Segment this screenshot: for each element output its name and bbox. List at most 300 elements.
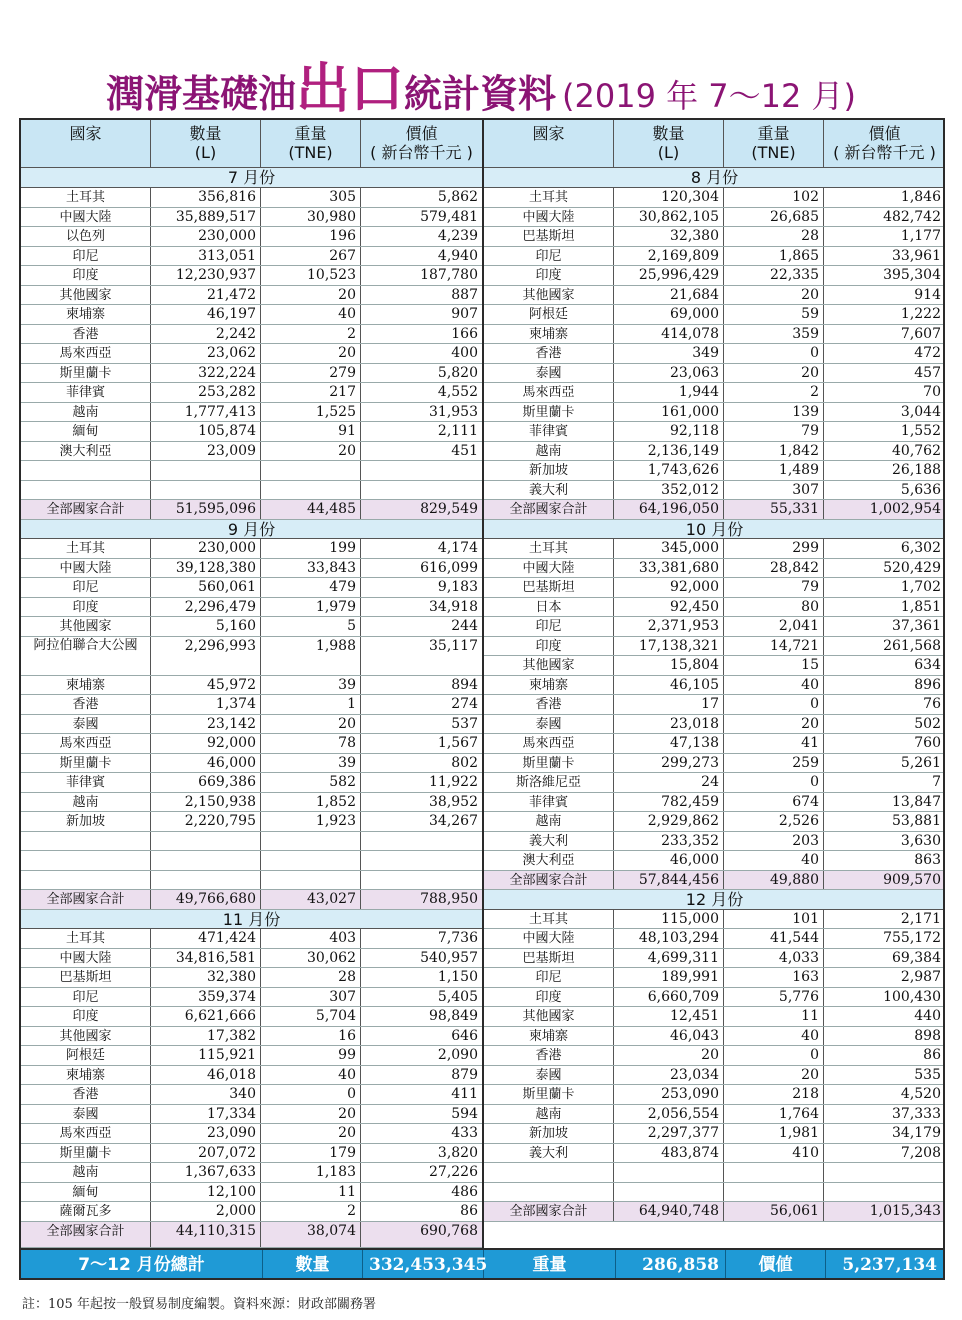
cell-wt: 40 [261, 1066, 361, 1085]
cell-val: 760 [914, 735, 941, 751]
cell-country: 土耳其 [21, 929, 151, 948]
cell-wt: 20 [261, 344, 361, 363]
column-header-row [21, 120, 482, 168]
table-row [484, 481, 945, 501]
cell-wt: 139 [724, 403, 824, 422]
cell-country: 義大利 [484, 481, 614, 500]
cell-country: 柬埔寨 [21, 676, 151, 695]
cell-country: 印尼 [484, 968, 614, 987]
cell-country: 印尼 [484, 617, 614, 636]
cell-wt: 259 [724, 754, 824, 773]
cell-qty: 92,450 [614, 598, 724, 617]
cell-val: 907 [451, 306, 478, 322]
table-row [484, 188, 945, 208]
cell-qty: 20 [614, 1046, 724, 1065]
cell-qty: 23,063 [614, 364, 724, 383]
month-total-row [21, 890, 482, 910]
table-row [484, 403, 945, 423]
cell-country: 巴基斯坦 [484, 949, 614, 968]
cell-wt: 199 [261, 539, 361, 558]
cell-qty: 33,381,680 [614, 559, 724, 578]
cell-wt: 203 [724, 832, 824, 851]
table-row [21, 1105, 482, 1125]
cell-qty: 17 [614, 695, 724, 714]
total-country: 全部國家合計 [21, 890, 151, 909]
cell-country: 印度 [484, 988, 614, 1007]
cell-wt: 78 [261, 734, 361, 753]
cell-country [21, 461, 151, 480]
cell-country: 其他國家 [484, 1007, 614, 1026]
total-wt: 43,027 [261, 890, 361, 909]
cell-wt: 5,776 [724, 988, 824, 1007]
total-qty: 49,766,680 [151, 890, 261, 909]
cell-val: 5,636 [900, 481, 941, 498]
cell-val: 31,953 [429, 403, 478, 420]
cell-country: 阿根廷 [21, 1046, 151, 1065]
cell-wt: 279 [261, 364, 361, 383]
cell-wt: 91 [261, 422, 361, 441]
table-row [484, 1007, 945, 1027]
cell-country: 柬埔寨 [484, 325, 614, 344]
header-country-label: 國家 [532, 124, 565, 143]
header-quantity-unit: (L) [194, 143, 217, 162]
cell-val: 261,568 [883, 637, 941, 654]
cell-val: 33,961 [892, 247, 941, 264]
table-row [21, 559, 482, 579]
cell-country: 越南 [484, 442, 614, 461]
cell-val: 35,117 [429, 637, 478, 654]
cell-qty: 12,100 [151, 1183, 261, 1202]
month-total-row [484, 871, 945, 891]
cell-val: 646 [451, 1027, 478, 1044]
cell-qty: 46,043 [614, 1027, 724, 1046]
cell-val: 4,520 [900, 1086, 941, 1102]
cell-wt: 11 [261, 1183, 361, 1202]
cell-qty [151, 832, 261, 851]
cell-val: 755,172 [883, 930, 941, 946]
cell-val: 1,702 [900, 579, 941, 595]
cell-val: 1,150 [437, 969, 478, 985]
table-row [21, 851, 482, 871]
table-row [21, 793, 482, 813]
cell-wt: 1,852 [261, 793, 361, 812]
cell-qty: 1,374 [151, 695, 261, 714]
stats-table [19, 118, 945, 1280]
cell-val: 634 [914, 657, 941, 673]
cell-qty: 359,374 [151, 988, 261, 1007]
cell-wt: 33,843 [261, 559, 361, 578]
cell-wt: 99 [261, 1046, 361, 1065]
total-country: 全部國家合計 [21, 1222, 151, 1248]
cell-val: 27,226 [429, 1164, 478, 1180]
cell-val: 896 [914, 676, 941, 693]
cell-country: 斯里蘭卡 [484, 754, 614, 773]
cell-val: 579,481 [420, 208, 478, 225]
table-row [484, 286, 945, 306]
cell-country: 巴基斯坦 [484, 227, 614, 246]
cell-val: 37,361 [892, 618, 941, 634]
cell-val: 7 [932, 774, 941, 790]
cell-val: 2,090 [437, 1047, 478, 1063]
cell-val: 802 [451, 754, 478, 771]
header-value [824, 120, 945, 167]
header-weight-unit: (TNE) [288, 143, 333, 162]
cell-qty: 34,816,581 [151, 949, 261, 968]
header-value-label: 價値 [405, 124, 438, 143]
cell-val: 6,302 [900, 540, 941, 556]
cell-qty: 483,874 [614, 1144, 724, 1163]
table-row [21, 617, 482, 637]
cell-val: 34,267 [429, 813, 478, 829]
cell-country: 斯里蘭卡 [21, 364, 151, 383]
cell-qty: 356,816 [151, 188, 261, 207]
total-val: 1,002,954 [869, 501, 941, 517]
cell-val: 5,820 [437, 364, 478, 381]
cell-country: 斯洛維尼亞 [484, 773, 614, 792]
cell-qty: 2,371,953 [614, 617, 724, 636]
cell-wt: 5,704 [261, 1007, 361, 1026]
cell-qty: 46,000 [614, 851, 724, 870]
cell-country: 印度 [21, 598, 151, 617]
cell-qty: 230,000 [151, 539, 261, 558]
cell-qty: 23,018 [614, 715, 724, 734]
month-heading: 10 月份 [484, 520, 945, 540]
month-heading: 9 月份 [21, 520, 482, 540]
cell-qty: 17,382 [151, 1027, 261, 1046]
table-row [21, 832, 482, 852]
cell-country [21, 832, 151, 851]
month-total-row [484, 1202, 945, 1222]
table-row [484, 442, 945, 462]
cell-country: 柬埔寨 [21, 305, 151, 324]
cell-country: 緬甸 [21, 1183, 151, 1202]
cell-country: 香港 [484, 1046, 614, 1065]
cell-val: 5,862 [437, 189, 478, 205]
table-row [21, 188, 482, 208]
cell-qty: 46,000 [151, 754, 261, 773]
table-row [21, 968, 482, 988]
cell-country: 馬來西亞 [484, 734, 614, 753]
cell-wt: 40 [724, 676, 824, 695]
cell-val: 4,239 [437, 228, 478, 244]
cell-wt: 26,685 [724, 208, 824, 227]
cell-val: 100,430 [883, 988, 941, 1005]
cell-qty: 23,034 [614, 1066, 724, 1085]
cell-val: 486 [451, 1183, 478, 1200]
cell-wt [261, 832, 361, 851]
header-value-unit: ( 新台幣千元 ) [833, 143, 936, 162]
cell-qty: 349 [614, 344, 724, 363]
table-row [21, 812, 482, 832]
cell-wt: 20 [261, 442, 361, 461]
cell-val: 7,607 [900, 325, 941, 342]
cell-val: 3,820 [437, 1144, 478, 1161]
table-row [484, 1066, 945, 1086]
cell-qty: 2,000 [151, 1202, 261, 1221]
header-weight-label: 重量 [294, 124, 327, 143]
cell-val: 1,851 [900, 598, 941, 615]
cell-country [21, 871, 151, 890]
table-row [484, 1105, 945, 1125]
title-part3: 統計資料 [403, 72, 556, 116]
cell-val: 76 [923, 696, 941, 712]
cell-qty: 15,804 [614, 656, 724, 675]
table-row [21, 1144, 482, 1164]
cell-wt: 307 [261, 988, 361, 1007]
header-weight-unit: (TNE) [751, 143, 796, 162]
cell-country: 新加坡 [484, 461, 614, 480]
table-row [21, 325, 482, 345]
cell-val: 2,987 [900, 969, 941, 985]
cell-qty: 23,142 [151, 715, 261, 734]
cell-qty: 414,078 [614, 325, 724, 344]
cell-val: 914 [914, 286, 941, 303]
table-row [484, 1144, 945, 1164]
cell-val: 13,847 [892, 793, 941, 810]
table-row [484, 1027, 945, 1047]
cell-wt: 2 [261, 325, 361, 344]
cell-val: 166 [451, 325, 478, 342]
table-row [484, 988, 945, 1008]
cell-country: 印尼 [484, 247, 614, 266]
cell-wt: 28,842 [724, 559, 824, 578]
table-row [484, 247, 945, 267]
cell-val: 9,183 [437, 579, 478, 595]
cell-country: 緬甸 [21, 422, 151, 441]
cell-country: 新加坡 [21, 812, 151, 831]
table-row [21, 422, 482, 442]
table-row [21, 578, 482, 598]
cell-wt: 30,980 [261, 208, 361, 227]
table-row [21, 1202, 482, 1222]
cell-country: 泰國 [484, 1066, 614, 1085]
cell-val: 395,304 [883, 267, 941, 283]
table-row [484, 832, 945, 852]
cell-qty: 253,282 [151, 383, 261, 402]
cell-qty: 46,018 [151, 1066, 261, 1085]
cell-wt: 41 [724, 734, 824, 753]
cell-val: 86 [460, 1203, 478, 1219]
cell-val: 537 [451, 715, 478, 732]
header-quantity [614, 120, 724, 167]
grand-total-qty: 332,453,345 [363, 1250, 484, 1280]
cell-qty: 669,386 [151, 773, 261, 792]
cell-val: 26,188 [892, 462, 941, 478]
table-row [21, 1027, 482, 1047]
cell-val: 3,630 [900, 832, 941, 849]
cell-country: 澳大利亞 [484, 851, 614, 870]
header-country [21, 120, 151, 167]
cell-country: 菲律賓 [21, 773, 151, 792]
cell-val: 3,044 [900, 403, 941, 420]
total-val: 829,549 [420, 501, 478, 517]
cell-val: 7,208 [900, 1144, 941, 1161]
cell-val: 1,177 [900, 228, 941, 244]
cell-qty [614, 1163, 724, 1182]
cell-val: 5,261 [900, 754, 941, 771]
cell-qty: 48,103,294 [614, 929, 724, 948]
cell-val: 34,918 [429, 598, 478, 615]
cell-qty: 115,000 [614, 910, 724, 929]
cell-country: 泰國 [484, 364, 614, 383]
cell-wt: 217 [261, 383, 361, 402]
cell-wt: 1,865 [724, 247, 824, 266]
grand-total-wt: 286,858 [616, 1250, 726, 1280]
cell-country: 土耳其 [21, 188, 151, 207]
month-heading: 12 月份 [484, 890, 945, 910]
cell-qty: 32,380 [614, 227, 724, 246]
cell-val: 535 [914, 1066, 941, 1083]
cell-qty: 30,862,105 [614, 208, 724, 227]
table-row [21, 598, 482, 618]
cell-country: 香港 [21, 1085, 151, 1104]
cell-qty: 32,380 [151, 968, 261, 987]
table-row [484, 422, 945, 442]
total-wt: 55,331 [724, 500, 824, 519]
table-row [484, 734, 945, 754]
cell-val: 898 [914, 1027, 941, 1044]
header-value-unit: ( 新台幣千元 ) [370, 143, 473, 162]
header-quantity-label: 數量 [652, 124, 685, 143]
month-heading: 7 月份 [21, 168, 482, 188]
cell-country: 印度 [21, 1007, 151, 1026]
cell-qty: 2,296,993 [151, 637, 261, 675]
cell-val: 244 [451, 618, 478, 634]
cell-qty: 2,150,938 [151, 793, 261, 812]
cell-country: 以色列 [21, 227, 151, 246]
cell-qty: 2,296,479 [151, 598, 261, 617]
cell-country: 義大利 [484, 1144, 614, 1163]
cell-country: 泰國 [21, 715, 151, 734]
cell-val: 894 [451, 676, 478, 693]
cell-country: 越南 [21, 403, 151, 422]
cell-country: 巴基斯坦 [21, 968, 151, 987]
cell-qty: 120,304 [614, 188, 724, 207]
cell-qty: 4,699,311 [614, 949, 724, 968]
table-row [484, 754, 945, 774]
cell-wt: 359 [724, 325, 824, 344]
table-row [484, 949, 945, 969]
cell-val: 879 [451, 1066, 478, 1083]
cell-qty: 1,743,626 [614, 461, 724, 480]
cell-val: 433 [451, 1125, 478, 1141]
cell-val [361, 481, 482, 500]
table-row [484, 559, 945, 579]
cell-country [484, 1163, 614, 1182]
cell-val: 482,742 [883, 208, 941, 225]
cell-val: 187,780 [420, 267, 478, 283]
cell-country: 澳大利亞 [21, 442, 151, 461]
cell-qty: 299,273 [614, 754, 724, 773]
table-row [21, 1007, 482, 1027]
cell-wt: 28 [724, 227, 824, 246]
cell-val: 2,111 [437, 423, 478, 439]
cell-qty: 47,138 [614, 734, 724, 753]
cell-country: 中國大陸 [484, 929, 614, 948]
cell-wt: 102 [724, 188, 824, 207]
month-total-row [21, 1222, 482, 1249]
cell-wt: 1,525 [261, 403, 361, 422]
cell-qty: 471,424 [151, 929, 261, 948]
cell-country: 其他國家 [21, 286, 151, 305]
table-row [21, 305, 482, 325]
table-row [484, 851, 945, 871]
cell-wt [261, 481, 361, 500]
cell-val: 472 [914, 345, 941, 361]
cell-qty: 35,889,517 [151, 208, 261, 227]
cell-wt: 101 [724, 910, 824, 929]
cell-wt: 0 [261, 1085, 361, 1104]
cell-val: 37,333 [892, 1105, 941, 1122]
cell-country: 印尼 [21, 988, 151, 1007]
cell-wt: 40 [724, 851, 824, 870]
cell-qty [151, 851, 261, 870]
table-row [21, 266, 482, 286]
cell-wt: 4,033 [724, 949, 824, 968]
cell-country: 土耳其 [21, 539, 151, 558]
cell-wt: 20 [724, 286, 824, 305]
cell-country: 菲律賓 [484, 422, 614, 441]
cell-country: 馬來西亞 [21, 734, 151, 753]
cell-country: 越南 [484, 1105, 614, 1124]
header-value-label: 價値 [868, 124, 901, 143]
cell-wt: 30,062 [261, 949, 361, 968]
cell-wt: 1,981 [724, 1124, 824, 1143]
cell-qty: 2,929,862 [614, 812, 724, 831]
cell-country: 其他國家 [484, 656, 614, 675]
cell-qty [151, 481, 261, 500]
table-row [21, 695, 482, 715]
cell-wt: 2 [261, 1202, 361, 1221]
table-row [21, 754, 482, 774]
cell-val: 34,179 [892, 1125, 941, 1141]
cell-wt: 39 [261, 676, 361, 695]
cell-wt: 0 [724, 773, 824, 792]
table-row [484, 910, 945, 930]
cell-country: 土耳其 [484, 188, 614, 207]
cell-country: 其他國家 [484, 286, 614, 305]
cell-country: 印度 [484, 637, 614, 656]
cell-wt: 22,335 [724, 266, 824, 285]
cell-country: 菲律賓 [484, 793, 614, 812]
cell-val: 69,384 [892, 949, 941, 966]
table-row [21, 481, 482, 501]
cell-country: 中國大陸 [484, 208, 614, 227]
cell-country: 香港 [21, 695, 151, 714]
cell-qty: 345,000 [614, 539, 724, 558]
cell-qty: 2,056,554 [614, 1105, 724, 1124]
cell-val [824, 1163, 945, 1182]
cell-wt: 14,721 [724, 637, 824, 656]
cell-qty: 2,136,149 [614, 442, 724, 461]
cell-val: 594 [451, 1105, 478, 1122]
cell-qty: 189,991 [614, 968, 724, 987]
table-row [21, 1124, 482, 1144]
cell-qty: 115,921 [151, 1046, 261, 1065]
cell-qty: 207,072 [151, 1144, 261, 1163]
table-row [484, 1124, 945, 1144]
cell-country: 印尼 [21, 578, 151, 597]
cell-qty: 1,944 [614, 383, 724, 402]
table-row [484, 695, 945, 715]
cell-wt: 20 [724, 1066, 824, 1085]
cell-qty: 2,169,809 [614, 247, 724, 266]
cell-qty: 25,996,429 [614, 266, 724, 285]
cell-country [21, 481, 151, 500]
header-weight-label: 重量 [757, 124, 790, 143]
cell-wt: 28 [261, 968, 361, 987]
table-row [484, 383, 945, 403]
